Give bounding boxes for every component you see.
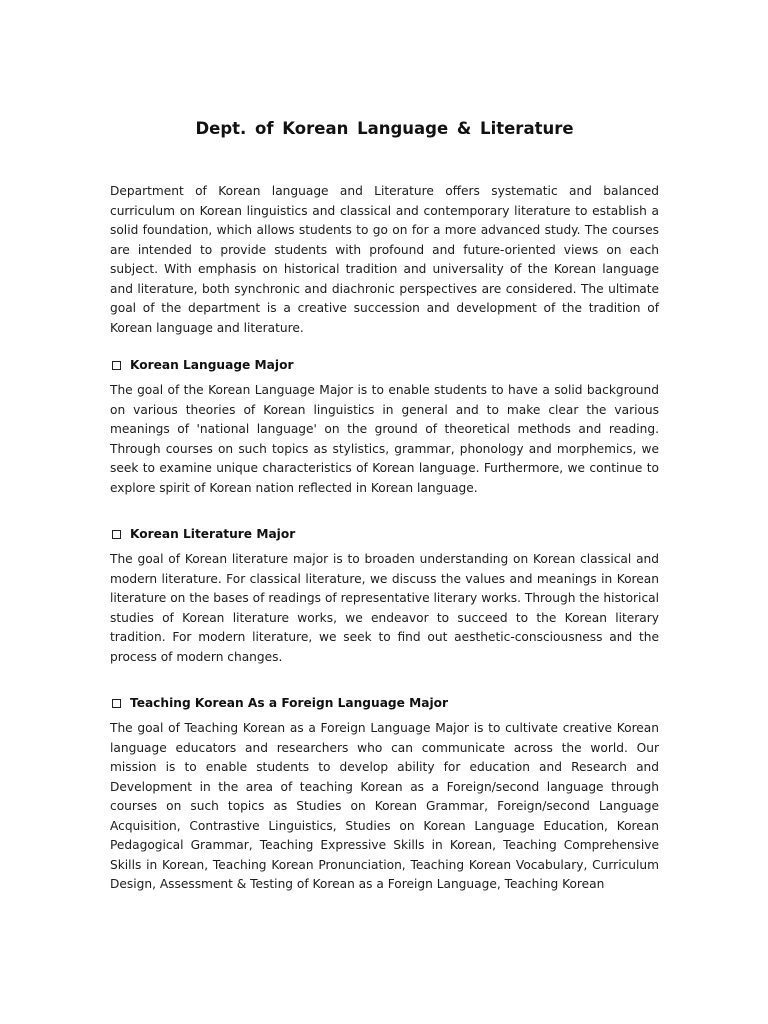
document-title: Dept. of Korean Language & Literature xyxy=(195,119,574,138)
section-heading xyxy=(110,355,659,375)
section-heading-text: Teaching Korean As a Foreign Language Major xyxy=(130,696,449,710)
section-heading-text: Korean Literature Major xyxy=(130,527,296,541)
section-heading-text: Korean Language Major xyxy=(130,358,294,372)
document-page xyxy=(110,116,659,921)
section-body: The goal of Teaching Korean as a Foreign Language Major is to cultivate creative Korean language educators and researchers who can communicate across the world. Our mission is to enable students to develop ability for education and Research and Development in the area of teaching Korean as a Foreign/second language through courses on such topics as Studies on Korean Grammar, Foreign/second Language Acquisition, Contrastive Linguistics, Studies on Korean Language Education, Korean Pedagogical Grammar, Teaching Expressive Skills in Korean, Teaching Comprehensive Skills in Korean, Teaching Korean Pronunciation, Teaching Korean Vocabulary, Curriculum Design, Assessment & Testing of Korean as a Foreign Language, Teaching Korean xyxy=(110,721,659,891)
section-heading xyxy=(110,524,659,544)
checkbox-bullet-icon xyxy=(112,361,121,370)
section-heading xyxy=(110,693,659,713)
section-body: The goal of the Korean Language Major is to enable students to have a solid background on various theories of Korean linguistics in general and to make clear the various meanings of 'national language' on the ground of theoretical methods and reading. Through courses on such topics as stylistics, grammar, phonology and morphemics, we seek to examine unique characteristics of Korean language. Furthermore, we continue to explore spirit of Korean nation reflected in Korean language. xyxy=(110,383,659,495)
intro-paragraph: Department of Korean language and Literature offers systematic and balanced curriculum on Korean linguistics and classical and contemporary literature to establish a solid foundation, which allows students to go on for a more advanced study. The courses are intended to provide students with profound and future-oriented views on each subject. With emphasis on historical tradition and universality of the Korean language and literature, both synchronic and diachronic perspectives are considered. The ultimate goal of the department is a creative succession and development of the tradition of Korean language and literature. xyxy=(110,184,659,335)
section-korean-literature-major xyxy=(110,524,659,667)
section-body: The goal of Korean literature major is to broaden understanding on Korean classical and modern literature. For classical literature, we discuss the values and meanings in Korean literature on the bases of readings of representative literary works. Through the historical studies of Korean literature works, we endeavor to succeed to the Korean literary tradition. For modern literature, we seek to find out aesthetic-consciousness and the process of modern changes. xyxy=(110,552,659,664)
section-korean-language-major xyxy=(110,355,659,498)
checkbox-bullet-icon xyxy=(112,530,121,539)
section-teaching-korean-major xyxy=(110,693,659,895)
checkbox-bullet-icon xyxy=(112,699,121,708)
